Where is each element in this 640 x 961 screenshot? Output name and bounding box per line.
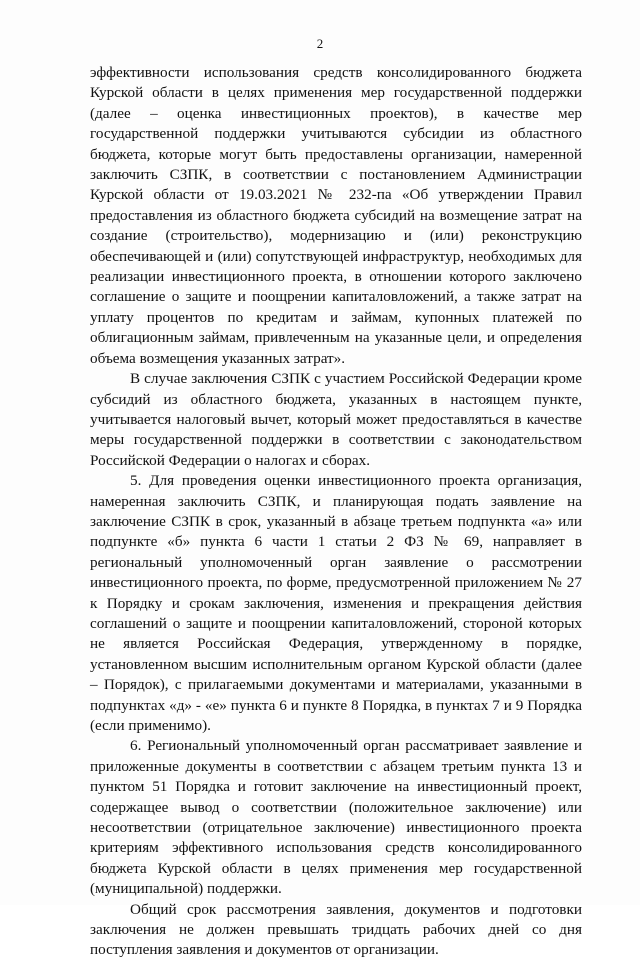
paragraph-continuation: эффективности использования средств консолидированного бюджета Курской области в целях применения мер государственной поддержки (далее – оценка инвестиционных проектов), в качестве мер государственной поддержки учитываются субсидии из областного бюджета, которые могут быть предоставлены организации, намеренной заключить СЗПК, в соответствии с постановлением Администрации Курской области от 19.03.2021 № 232-па «Об утверждении Правил предоставления из областного бюджета субсидий на возмещение затрат на создание (строительство), модернизацию и (или) реконструкцию обеспечивающей и (или) сопутствующей инфраструктур, необходимых для реализации инвестиционного проекта, в отношении которого заключено соглашение о защите и поощрении капиталовложений, а также затрат на уплату процентов по кредитам и займам, купонных платежей по облигационным займам, привлеченным на указанные цели, и определения объема возмещения указанных затрат». <box>90 64 582 367</box>
paragraph-tax-deduction: В случае заключения СЗПК с участием Российской Федерации кроме субсидий из областного бюджета, указанных в настоящем пункте, учитывается налоговый вычет, который может предоставляться в качестве меры государственной поддержки в соответствии с законодательством Российской Федерации о налогах и сборах. <box>90 370 582 469</box>
paragraph-item-6: 6. Региональный уполномоченный орган рассматривает заявление и приложенные документы в соответствии с абзацем третьим пункта 13 и пунктом 51 Порядка и готовит заключение на инвестиционный проект, содержащее вывод о соответствии (положительное заключение) или несоответствии (отрицательное заключение) инвестиционного проекта критериям эффективного использования средств консолидированного бюджета Курской области в целях применения мер государственной (муниципальной) поддержки. <box>90 737 582 898</box>
paragraph-item-5: 5. Для проведения оценки инвестиционного проекта организация, намеренная заключить СЗПК, и планирующая подать заявление на заключение СЗПК в срок, указанный в абзаце третьем подпункта «а» или подпункте «б» пункта 6 части 1 статьи 2 ФЗ № 69, направляет в региональный уполномоченный орган заявление о рассмотрении инвестиционного проекта, по форме, предусмотренной приложением № 27 к Порядку и срокам заключения, изменения и прекращения действия соглашений о защите и поощрении капиталовложений, стороной которых не является Российская Федерация, утвержденному в порядке, установленном высшим исполнительным органом Курской области (далее – Порядок), с прилагаемыми документами и материалами, указанными в подпунктах «д» - «е» пункта 6 и пункте 8 Порядка, в пунктах 7 и 9 Порядка (если применимо). <box>90 472 582 734</box>
paragraph-review-period: Общий срок рассмотрения заявления, документов и подготовки заключения не должен превышать тридцать рабочих дней со дня поступления заявления и документов от организации. <box>90 900 582 959</box>
page-number: 2 <box>316 36 324 51</box>
document-body <box>90 63 582 961</box>
